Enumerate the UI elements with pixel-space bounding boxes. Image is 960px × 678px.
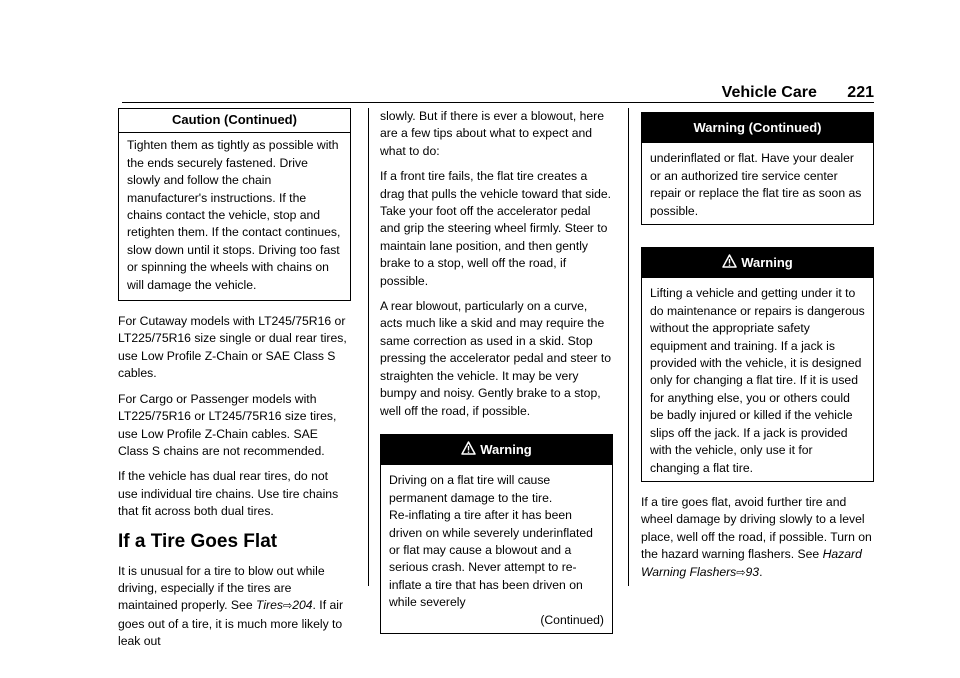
- caution-title: Caution (Continued): [119, 109, 350, 133]
- warning-header: [642, 248, 873, 278]
- warning-body: underinflated or flat. Have your dealer or an authorized tire service center repair or replace the flat tire as soon as possible.: [650, 151, 862, 218]
- paragraph: For Cutaway models with LT245/75R16 or LT225/75R16 size single or dual rear tires, use Low Profile Z-Chain or SAE Class S cables.: [118, 314, 347, 381]
- section-heading: If a Tire Goes Flat: [118, 530, 278, 552]
- page-reference[interactable]: 204: [292, 598, 313, 613]
- paragraph: A rear blowout, particularly on a curve, acts much like a skid and may require the same correction as used in a skid. Stop pressing the accelerator pedal and steer to straighten the vehicle. It may be very bumpy and noisy. Gently brake to a stop, well off the road, if possible.: [380, 299, 612, 418]
- caution-body: Tighten them as tightly as possible with the ends securely fastened. Drive slowly and follow the chain manufacturer's instructions. If the chains contact the vehicle, stop and retighten them. If the contact continues, slow down until it stops. Driving too fast or spinning the wheels with chains on will damage the vehicle.: [127, 138, 341, 292]
- text: . If air goes out of a tire, it is much more likely to leak out: [118, 598, 344, 649]
- cross-reference-link[interactable]: Tires: [255, 598, 283, 613]
- paragraph: If a front tire fails, the flat tire creates a drag that pulls the vehicle toward that side. Take your foot off the accelerator pedal and grip the steering wheel firmly. Steer to maintain lane position, and then gently brake to a stop, well off the road, if possible.: [380, 169, 612, 288]
- paragraph: [118, 563, 351, 651]
- page-ref-arrow-icon: ⇨: [282, 600, 293, 613]
- warning-continued-box: [641, 112, 874, 225]
- warning-body: Lifting a vehicle and getting under it to do maintenance or repairs is dangerous without the appropriate safety equipment and training. If a jack is provided with the vehicle, it is designed only for changing a flat tire. If it is used for anything else, you or others could be badly injured or killed if the vehicle slips off the jack. If a jack is provided with the vehicle, only use it for changing a flat tire.: [650, 286, 865, 475]
- warning-icon: [722, 254, 737, 268]
- warning-continued-title: Warning (Continued): [642, 113, 873, 143]
- warning-icon: [461, 441, 476, 455]
- column-divider: [628, 108, 629, 586]
- header-rule: [122, 102, 874, 103]
- paragraph: [641, 494, 874, 582]
- column-2: [380, 108, 613, 646]
- column-3: [641, 108, 874, 590]
- page-header: [722, 84, 874, 102]
- continued-label: (Continued): [540, 612, 604, 627]
- cross-reference-link[interactable]: Hazard Warning Flashers: [641, 547, 862, 579]
- column-1: [118, 108, 351, 659]
- section-title: Vehicle Care: [721, 84, 817, 101]
- page-ref-arrow-icon: ⇨: [736, 566, 746, 579]
- paragraph: For Cargo or Passenger models with LT225/75R16 or LT245/75R16 size tires, use Low Profile Z-Chain cables. SAE Class S chains are not recommended.: [118, 391, 337, 458]
- warning-header: [381, 435, 612, 465]
- paragraph: slowly. But if there is ever a blowout, here are a few tips about what to expect and what to do:: [380, 109, 604, 158]
- warning-title: Warning: [741, 255, 793, 271]
- caution-box: [118, 108, 351, 301]
- page-number: 221: [847, 84, 874, 101]
- text: It is unusual for a tire to blow out while driving, especially if the tires are maintained properly. See: [118, 563, 325, 613]
- text: If a tire goes flat, avoid further tire and wheel damage by driving slowly to a level place, well off the road, if possible. Turn on the hazard warning flashers. See: [641, 494, 872, 562]
- warning-box: [641, 247, 874, 482]
- warning-box: [380, 434, 613, 634]
- page-reference[interactable]: 93: [745, 564, 760, 579]
- warning-body: [381, 465, 612, 633]
- text: .: [759, 564, 763, 579]
- warning-text: Driving on a flat tire will cause permanent damage to the tire.: [389, 473, 553, 505]
- paragraph: If the vehicle has dual rear tires, do not use individual tire chains. Use tire chains that fit across both dual tires.: [118, 469, 339, 519]
- warning-text: Re-inflating a tire after it has been driven on while severely underinflated or flat may cause a blowout and a serious crash. Never attempt to re-inflate a tire that has been driven on while severely: [389, 508, 593, 610]
- warning-title: Warning: [480, 441, 532, 457]
- column-divider: [368, 108, 369, 586]
